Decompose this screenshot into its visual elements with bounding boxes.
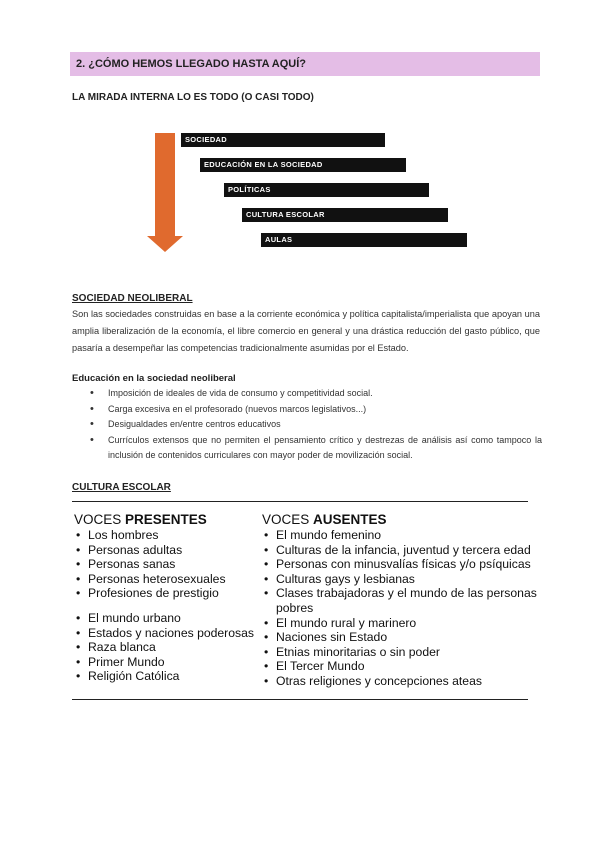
list-item: • Clases trabajadoras y el mundo de las personas pobres xyxy=(262,586,537,615)
section-banner xyxy=(70,52,540,76)
table-bottom-rule xyxy=(72,699,528,700)
list-item: • Imposición de ideales de vida de consumo y competitividad social. xyxy=(90,386,542,402)
list-item: • Desigualdades en/entre centros educativos xyxy=(90,417,542,433)
list-item: • Culturas de la infancia, juventud y tercera edad xyxy=(262,543,537,558)
absent-voices-list xyxy=(262,528,537,689)
list-item: • Primer Mundo xyxy=(74,655,254,670)
list-item: • Personas con minusvalías físicas y/o psíquicas xyxy=(262,557,537,572)
present-voices-list xyxy=(74,528,254,684)
list-item: • Personas sanas xyxy=(74,557,254,572)
subtitle: LA MIRADA INTERNA LO ES TODO (O CASI TODO) xyxy=(72,92,314,103)
section-title: 2. ¿CÓMO HEMOS LLEGADO HASTA AQUÍ? xyxy=(76,58,306,70)
list-item: • El Tercer Mundo xyxy=(262,659,537,674)
list-item: • Culturas gays y lesbianas xyxy=(262,572,537,587)
list-item: • El mundo femenino xyxy=(262,528,537,543)
present-voices-column xyxy=(74,512,254,684)
level-bar-cultura-escolar: CULTURA ESCOLAR xyxy=(242,208,448,222)
level-bar-sociedad: SOCIEDAD xyxy=(181,133,385,147)
list-item: • Personas adultas xyxy=(74,543,254,558)
absent-voices-title: VOCES AUSENTES xyxy=(262,512,387,527)
neoliberal-heading: SOCIEDAD NEOLIBERAL xyxy=(72,293,193,304)
list-item: • Personas heterosexuales xyxy=(74,572,254,587)
present-voices-title: VOCES PRESENTES xyxy=(74,512,207,527)
list-item: • Estados y naciones poderosas xyxy=(74,626,254,641)
list-item: • El mundo rural y marinero xyxy=(262,616,537,631)
list-item: • Profesiones de prestigio xyxy=(74,586,254,601)
list-item: • Currículos extensos que no permiten el pensamiento crítico y destrezas de análisis así como tampoco la inclusión de contenidos curriculares con mayor poder de movilización social. xyxy=(90,433,542,464)
list-item: • Los hombres xyxy=(74,528,254,543)
list-item: • Naciones sin Estado xyxy=(262,630,537,645)
down-arrow-icon xyxy=(155,133,175,237)
list-item: • Etnias minoritarias o sin poder xyxy=(262,645,537,660)
arrow-head-icon xyxy=(147,236,183,252)
list-item: • El mundo urbano xyxy=(74,611,254,626)
list-item: • Religión Católica xyxy=(74,669,254,684)
list-item: • Carga excesiva en el profesorado (nuevos marcos legislativos...) xyxy=(90,402,542,418)
list-item: • Raza blanca xyxy=(74,640,254,655)
list-item: • Otras religiones y concepciones ateas xyxy=(262,674,537,689)
absent-voices-column xyxy=(262,512,537,689)
level-bar-aulas: AULAS xyxy=(261,233,467,247)
level-bar-politicas: POLÍTICAS xyxy=(224,183,429,197)
cultura-heading: CULTURA ESCOLAR xyxy=(72,482,171,493)
education-bullet-list xyxy=(90,386,542,464)
table-top-rule xyxy=(72,501,528,502)
neoliberal-paragraph: Son las sociedades construidas en base a la corriente económica y política capitalista/imperialista que apoyan una amplia liberalización de la economía, el libre comercio en general y una drástica reducción del gasto público, que pasaría a desempeñar las competencias tradicionalmente asumidas por el Estado. xyxy=(72,309,540,353)
level-bar-educacion: EDUCACIÓN EN LA SOCIEDAD xyxy=(200,158,406,172)
education-heading: Educación en la sociedad neoliberal xyxy=(72,373,236,384)
